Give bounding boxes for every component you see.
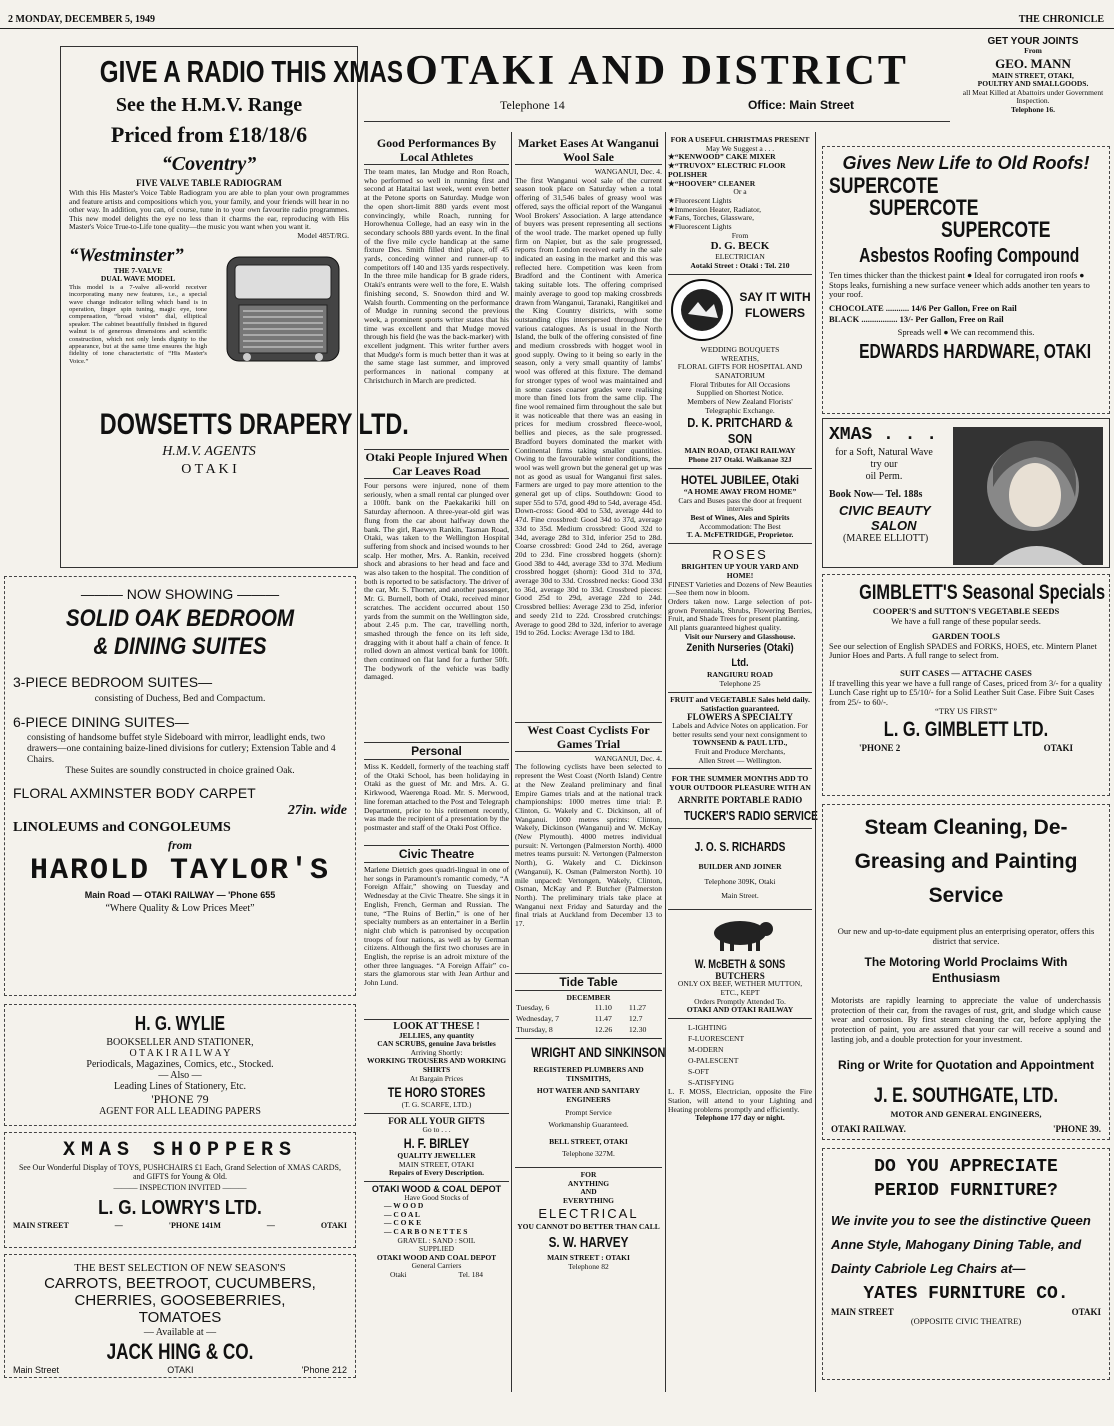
beck-l3: ★“KENWOOD” CAKE MIXER: [668, 152, 776, 162]
look-l5: At Bargain Prices: [409, 1073, 464, 1083]
roof-spreads: Spreads well ● We can recommend this.: [897, 326, 1035, 337]
townsend-l3: Labels and Advice Notes on application. For better results send your next consignment to: [672, 720, 808, 739]
townsend-l1: FRUIT and VEGETABLE Sales held daily. Satisfaction guaranteed.: [670, 694, 810, 713]
yates-opposite: (OPPOSITE CIVIC THEATRE): [910, 1316, 1022, 1326]
hotel-l4: Best of Wines, Ales and Spirits: [690, 512, 790, 522]
column-divider-2: [665, 132, 666, 1392]
harvey-street: MAIN STREET : OTAKI: [547, 1252, 630, 1262]
roses-l5: All plants guaranteed highest quality.: [668, 623, 782, 633]
mcbeth-l4: Orders Promptly Attended To.: [694, 996, 786, 1006]
tucker-l1: FOR THE SUMMER MONTHS ADD TO YOUR OUTDOOR PLEASURE WITH AN: [669, 774, 811, 793]
westminster-body: This model is a 7-valve all-world receiver incorporating many new features, i.e., a special wave change indicator telling which band is in operation, finger spin tuning, magic eye, tone compensation, “broad vision” dial, elliptical speaker. The cabinet beautifully finished in figured walnut is of generous dimensions and scientific construction, which not only lends dignity to the appearance, but at the same time ensures the high fidelity of tone characteristic of “His Master's Voice.”: [69, 283, 207, 365]
ws-l4: Workmanship Guaranteed.: [548, 1120, 629, 1130]
masthead-title: OTAKI AND DISTRICT: [405, 48, 909, 94]
coventry-model: Model 485T/RG.: [297, 230, 349, 240]
masthead-office: Office: Main Street: [747, 98, 854, 112]
roof-body: Ten times thicker than the thickest paint ● Ideal for corrugated iron roofs ● Stops leaks, furnishing a new surface veneer which adds another ten years to your roof.: [829, 270, 1090, 300]
yates-body: We invite you to see the distinctive Queen Anne Style, Mahogany Dining Table, and Dainty Cabriole Leg Chairs at—: [831, 1213, 1091, 1276]
hotel-motto: “A HOME AWAY FROM HOME”: [683, 486, 797, 496]
harvey-l2: ANYTHING: [567, 1178, 610, 1188]
civic-body: Marlene Dietrich goes quadri-lingual in one of her songs in Paramount's romantic comedy, “A Foreign Affair,” showing on Tuesday and Wednesday at the Civic Theatre. She sings it in English, French, German and Russian. The tune, “The Ruins of Berlin,” is one of her specialty numbers as an entertainer in a Berlin night club which is patronised by occupation troops of four nations, as well as by German citizens. Although the first two choruses are in English, the reprise is an adroit mixture of the other three languages. “A Foreign Affair” co-stars the glamorous star with Jean Arthur and John Lund.: [364, 865, 509, 988]
gimblett-name: L. G. GIMBLETT LTD.: [883, 717, 1049, 741]
harvey-l4: EVERYTHING: [563, 1195, 614, 1205]
horo-sub: (T. G. SCARFE, LTD.): [401, 1100, 472, 1110]
hing-phone: 'Phone 212: [301, 1365, 347, 1375]
taylor-address: Main Road — OTAKI RAILWAY — 'Phone 655: [84, 890, 276, 900]
lowry-name: L. G. LOWRY'S LTD.: [98, 1197, 262, 1219]
athletes-body: The team mates, Ian Mudge and Ron Roach, who performed so well in running first and second at Hataitai last week, went even better at the Petone sports on Saturday. Mudge won the open short-limit 880 yards event most convincingly, while Roach, running for Horowhenua College, had an easy win in the secondary schools 880 yards event. In the final of the five mile cycle handicap at the same fixture Des. Smith filled third place, off 45 yards, conceding winner and runner-up to competitors off 140 and 135 yards respectively. In the three mile handicap for B grade riders, Otaki's entrants were well to the fore, E. Walsh finishing second, S. Snowdon third and W. Walsh fourth. Commenting on the performance of Mudge in running second the previous week, a prominent sports writer states that his time was excellent and that Mudge moved through his field (he was the back-marker) with excellent judgment. This writer further avers that Mudge's form is much better than it was at the same stage last summer, and improved performances in national company at Christchurch in March are predicted.: [364, 167, 509, 385]
oak-ad: ——— NOW SHOWING ——— SOLID OAK BEDROOM & DINING SUITES 3-PIECE BEDROOM SUITES— consisting of Duchess, Bed and Compactum. 6-PIECE DINING SUITES— consisting of handsome buffet style Sideboard with mirror, leadlight ends, two drawers—one containing baize-lined divisions for cutlery; Extension Table and 4 Chairs. These Suites are soundly constructed in choice grained Oak. FLORAL AXMINSTER BODY CARPET 27in. wide LINOLEUMS and CONGOLEUMS from HAROLD TAYLOR'S Main Road — OTAKI RAILWAY — 'Phone 655 “Where Quality & Low Prices Meet”: [4, 576, 356, 996]
salon-perm: oil Perm.: [865, 471, 903, 482]
florist-say: SAY IT WITH: [739, 289, 811, 304]
gimblett-tools-body: See our selection of English SPADES and FORKS, HOES, etc. Mintern Planet Junior Hoes and Parts. A full range to select from.: [829, 640, 1097, 661]
hing-town: OTAKI: [167, 1365, 194, 1375]
dining-body: consisting of handsome buffet style Sideboard with mirror, leadlight ends, two drawers—one containing baize-lined divisions for cutlery; Extension Table and 4 Chairs.: [27, 733, 336, 765]
hing-l2: CARROTS, BEETROOT, CUCUMBERS,: [44, 1275, 316, 1292]
wylie-l1: BOOKSELLER AND STATIONER,: [106, 1037, 254, 1048]
mann-ad: [954, 34, 1112, 138]
oak-headline2: & DINING SUITES: [93, 633, 267, 660]
carpet-width: 27in. wide: [287, 803, 347, 818]
now-showing: NOW SHOWING: [126, 586, 234, 602]
roses-l2: BRIGHTEN UP YOUR YARD AND HOME!: [681, 562, 799, 580]
wool-headline: Market Eases At Wanganui Wool Sale: [515, 136, 662, 165]
roses-l4: Orders taken now. Large selection of pot-grown Perennials, Shrubs, Flowering Berries, Fruit, and Shade Trees for present planting.: [668, 596, 812, 624]
hing-l1: THE BEST SELECTION OF NEW SEASON'S: [74, 1262, 286, 1274]
roses-l3: FINEST Varieties and Dozens of New Beauties—See them now in bloom.: [668, 579, 812, 598]
ws-l5: BELL STREET, OTAKI: [549, 1136, 628, 1146]
supercote-2: SUPERCOTE: [869, 195, 979, 220]
salon-xmas: XMAS . . .: [829, 425, 938, 445]
wylie-agent: AGENT FOR ALL LEADING PAPERS: [99, 1106, 261, 1117]
look-l4: WORKING TROUSERS AND WORKING SHIRTS: [366, 1056, 507, 1075]
ws-l2: HOT WATER AND SANITARY ENGINEERS: [536, 1086, 641, 1104]
ws-l3: Prompt Service: [565, 1107, 612, 1117]
wylie-l2: O T A K I R A I L W A Y: [129, 1048, 231, 1059]
wool-body: The first Wanganui wool sale of the current season took place on Saturday when a total offering of 31,546 bales of greasy wool was offered, says the official report of the Wanganui Wool Brokers' Association. A large attendance of buyers was present representing all sections of the wool trade. The market opened up fully firm on Napier, but as the sale progressed, reports from London received early in the sale indicated an easing in the market and this was reflected here. Competition was keen from Bradford and the Continent with America taking suitable lots. The offering comprised mainly average to good top making crossbreds drawn from Wanganui, Taranaki, Rangitikei and the King Country districts, with some outstanding clips interspersed throughout the various catalogues. As is usual in the North Island, the bulk of the offering consisted of fine and medium crossbreds with hogget wool in good supply. Owing to it being so early in the season, only a very small quantity of lambs' wool was offered at this fixture. The demand for stronger types of wool was maintained and in some cases coarser grades were realising more than fined lots from the same clip. The fine wool remained firm throughout the sale but it was noticeable that there was an easing in prices for medium crossbred fleece-wool, bellies and pieces, as the sale progressed. Bradford buyers dominated the market with Continental firms taking smaller quantities. Owing to the favourable winter conditions, the wool was well grown but the general get up was not as good as usual for Wanganui first sales. Farmers are urged to pay more attention to the general get up of clips. Southdown: Good to super 55d to 57d, good 49d to 54d, average 45d. Down-cross: Good 40d to 53d, average 44d to 47d. Fine crossbred: Good 34d to 37d, average 33d to 35d. Medium crossbred: Good 32d to 34d, average 28d to 31d, inferior 25d to 28d. Coarse crossbred: Good 24d to 26d, average 20d to 23d. Fine crossbred hoggets (shorn): Good 38d to 44d, average 33d to 37d. Medium crossbred hogget (shorn): Good 31d to 37d, average 30d to 33d. Crossbred necks: Good 33d to 36d, average 30d to 33d. Crossbred pieces: Good 25d to 29d, average 22d to 24d. Crossbred bellies: Average 23d to 25d, inferior and seedy 21d to 22d. Crossbred crutchings: Average to good 28d to 32d, inferior to average 19d to 26d. Locks: Average 13d to 18d.: [515, 175, 662, 638]
gimblett-seeds-body: We have a full range of these popular seeds.: [891, 615, 1041, 626]
injured-body: Four persons were injured, none of them seriously, when a small rental car plunged over a 100ft. bank on the Paekakariki hill on Saturday afternoon. A three-year-old girl was flung from the car about halfway down the bank. The girl, Raewyn Rankin, Tasman Road, Otaki, was taken to the Wellington Hospital suffering from shock and incised wounds to her scalp. Her mother, Mrs. A. Rankin, received shock and abrasions to her head and face and was also taken to the hospital. The condition of both is reported to be satisfactory. The driver of the car, Mr. S. Thorner, and another passenger, Mr. G. Burnell, both of Otaki, received minor scratches. The accident occurred about 150 yards from the summit on the Wellington side, about 2.45 p.m. The car, travelling north, smashed through the fence on its left side, dragging with it about half a chain of fence. It rolled down an almost vertical bank for 100ft. then continued on flat land for a further 50ft. The bodywork of the vehicle was badly damaged.: [364, 481, 509, 682]
yates-h2: PERIOD FURNITURE?: [874, 1181, 1058, 1201]
beck-l9: ★Fans, Torches, Glassware,: [668, 213, 755, 223]
steam-intro: Our new and up-to-date equipment plus an enterprising operator, offers this district that service.: [837, 926, 1095, 946]
yates-town: OTAKI: [1071, 1307, 1101, 1317]
oak-from: from: [168, 838, 192, 852]
roof-tagline: Gives New Life to Old Roofs!: [842, 153, 1090, 173]
wylie-l3: Periodicals, Magazines, Comics, etc., Stocked.: [86, 1059, 274, 1070]
gimblett-seeds: COOPER'S and SUTTON'S VEGETABLE SEEDS: [872, 606, 1060, 616]
southgate-name: J. E. SOUTHGATE, LTD.: [873, 1084, 1059, 1108]
depot-coke: — C O K E: [384, 1218, 422, 1228]
ads-column-3: [668, 135, 818, 1404]
cyclists-body: The following cyclists have been selected to represent the West Coast (North Island) Centre at the New Zealand preliminary and final Empire Games trials and at the national track championships: 1000 metres time trial: P. Clinton, G. Wakely and C. Dickinson, all of Wanganui. 1000 metres sprints: Clinton, Wakely, Dickinson (Wanganui) and W. McKay (New Plymouth). 4000 metres individual pursuit: N. Vertongen (Palmerston North). 4000 metres teams pursuit: N. Vertongen (Palmerston North), G. Wakely and C. Dickinson (Wanganui), K. Osman (Palmerston North). 10 mile unpaced: Vertongen, Wakely, Clinton, Osman, McKay and P. Butcher (Palmerston North). The preliminary trials take place at Wanganui next Friday and Saturday and the final trials at Auckland from December 13 to 17.: [515, 762, 662, 929]
harvey-call: YOU CANNOT DO BETTER THAN CALL: [517, 1222, 660, 1232]
inspection-invited: INSPECTION INVITED: [139, 1183, 221, 1192]
hmv-agents: H.M.V. AGENTS: [162, 443, 256, 459]
beck-l7: ★Fluorescent Lights: [668, 195, 732, 205]
yates-h1: DO YOU APPRECIATE: [874, 1157, 1058, 1177]
salon-owner: (MAREE ELLIOTT): [843, 533, 929, 544]
mann-poultry: POULTRY AND SMALLGOODS.: [977, 79, 1089, 89]
lowry-ad: XMAS SHOPPERS See Our Wonderful Display of TOYS, PUSHCHAIRS £1 Each, Grand Selection of XMAS CARDS, and GIFTS for Young & Old. ——— INSPECTION INVITED ——— L. G. LOWRY'S LTD. MAIN STREET — 'PHONE 141M — OTAKI: [4, 1132, 356, 1248]
hing-l5: — Available at —: [143, 1327, 217, 1338]
depot-supplied: SUPPLIED: [418, 1244, 454, 1254]
moss-phone: Telephone 177 day or night.: [695, 1113, 785, 1123]
wylie-l4: — Also —: [158, 1070, 202, 1081]
depot-coal: — C O A L: [384, 1209, 420, 1219]
harvey-l1: FOR: [580, 1169, 597, 1179]
roof-chocolate: CHOCOLATE ........... 14/6 Per Gallon, Free on Rail: [829, 302, 1017, 313]
goto-line: Go to . . .: [422, 1124, 451, 1134]
pritchard-name: D. K. PRITCHARD & SON: [687, 415, 793, 447]
gimblett-town: OTAKI: [1043, 742, 1073, 753]
supercote-3: SUPERCOTE: [941, 217, 1051, 242]
lowry-body: See Our Wonderful Display of TOYS, PUSHCHAIRS £1 Each, Grand Selection of XMAS CARDS, and GIFTS for Young & Old.: [18, 1163, 341, 1181]
beck-l4: ★“TRUVOX” ELECTRIC FLOOR POLISHER: [668, 161, 786, 179]
bedroom-body: consisting of Duchess, Bed and Compactum.: [94, 694, 266, 704]
harvey-l3: AND: [580, 1187, 597, 1197]
beck-l1: FOR A USEFUL CHRISTMAS PRESENT: [670, 135, 810, 144]
moss-l2: F-LUORESCENT: [688, 1034, 745, 1044]
mann-phone: Telephone 16.: [1011, 104, 1055, 114]
ws-name: WRIGHT AND SINKINSON: [531, 1044, 666, 1061]
lowry-town: OTAKI: [320, 1221, 347, 1230]
florist-l7: Supplied on Shortest Notice.: [696, 388, 784, 398]
wylie-phone: 'PHONE 79: [151, 1092, 209, 1106]
mann-l2: From: [1024, 46, 1042, 55]
dowsetts-town: O T A K I: [181, 461, 237, 477]
beck-l8: ★Immersion Heater, Radiator,: [668, 204, 762, 214]
gimblett-phone: 'PHONE 2: [859, 742, 901, 753]
tide-row: Thursday, 8 12.26 12.30: [516, 1024, 647, 1034]
look-l3: Arriving Shortly:: [410, 1047, 463, 1057]
mann-name: GEO. MANN: [995, 55, 1071, 71]
tucker-name: TUCKER'S RADIO SERVICE: [683, 807, 818, 823]
masthead: [364, 46, 950, 122]
tide-headline: Tide Table: [515, 973, 662, 991]
radio-headline: GIVE A RADIO THIS XMAS: [99, 54, 403, 89]
florist-badge-icon: [670, 278, 734, 342]
taylor-motto: “Where Quality & Low Prices Meet”: [105, 903, 255, 914]
richards-street: Main Street.: [721, 891, 759, 901]
hing-l4: TOMATOES: [138, 1309, 222, 1326]
birley-repairs: Repairs of Every Description.: [389, 1168, 484, 1178]
dowsetts-name: DOWSETTS DRAPERY LTD.: [99, 407, 409, 441]
mann-street: MAIN STREET, OTAKI,: [992, 70, 1074, 80]
mcbeth-l5: OTAKI AND OTAKI RAILWAY: [686, 1005, 794, 1015]
birley-jeweller: QUALITY JEWELLER: [397, 1151, 476, 1161]
steam-body: Motorists are rapidly learning to appreciate the value of underchassis protection of their car, from the ravages of rust, grit, and sludge which cause wear and corrosion. By first steam cleaning the car, before applying the protection of paint, you are assured that your car will receive a sound and lasting job, and a double protection for your investment.: [831, 995, 1101, 1044]
beck-electrician: ELECTRICIAN: [715, 252, 765, 262]
depot-name: OTAKI WOOD & COAL DEPOT: [371, 1183, 502, 1194]
tide-row: Tuesday, 6 11.10 11.27: [516, 1003, 647, 1013]
coventry-sub: FIVE VALVE TABLE RADIOGRAM: [136, 178, 282, 188]
moss-l6: S-ATISFYING: [688, 1078, 734, 1088]
oak-headline1: SOLID OAK BEDROOM: [65, 605, 295, 632]
horo-name: TE HORO STORES: [387, 1084, 486, 1101]
bedroom-suites: 3-PIECE BEDROOM SUITES—: [13, 674, 213, 690]
news-column-1: [364, 136, 509, 1404]
richards-name: J. O. S. RICHARDS: [694, 838, 786, 854]
coventry-body: With this His Master's Voice Table Radiogram you are able to plan your own programmes and feature artists and compositions which you, your family, and your friends will hear in no other way. In addition, you can, of course, tune in to your own favourite radio programmes. This new model delights the eye no less than it charms the ear, reproducing with His Master's Voice True-to-Life tone quality—the music you want when you want it.: [69, 188, 349, 232]
radio-range: See the H.M.V. Range: [115, 94, 303, 116]
hing-ad: [4, 1254, 356, 1378]
depot-wood: — W O O D: [384, 1201, 424, 1211]
carpet: FLORAL AXMINSTER BODY CARPET: [13, 785, 256, 801]
birley-name: H. F. BIRLEY: [403, 1135, 470, 1152]
civic-headline: Civic Theatre: [364, 845, 509, 863]
richards-phone: Telephone 309K, Otaki: [704, 876, 776, 886]
townsend-l5: Fruit and Produce Merchants,: [694, 747, 786, 757]
westminster-sub2: DUAL WAVE MODEL: [100, 274, 176, 284]
tucker-l2: ARNRITE PORTABLE RADIO: [677, 794, 803, 805]
page-header: [0, 0, 1114, 30]
richards-trade: BUILDER AND JOINER: [698, 861, 782, 871]
roses-title: ROSES: [712, 547, 768, 563]
salon-ad: [822, 418, 1110, 568]
depot-tel: Tel. 184: [458, 1269, 484, 1279]
salon-name2: SALON: [871, 518, 917, 533]
paper-name: THE CHRONICLE: [1018, 14, 1104, 25]
yates-name: YATES FURNITURE CO.: [863, 1284, 1069, 1304]
birley-street: MAIN STREET, OTAKI: [398, 1159, 475, 1169]
tide-row: Wednesday, 7 11.47 12.7: [516, 1013, 643, 1023]
cyclists-headline: West Coast Cyclists For Games Trial: [515, 722, 662, 752]
salon-name1: CIVIC BEAUTY: [839, 503, 931, 518]
radio-ad: [60, 46, 409, 568]
hotel-l3: Cars and Buses pass the door at frequent intervals: [678, 495, 802, 514]
gimblett-ad: [822, 574, 1110, 796]
cyclists-dateline: WANGANUI, Dec. 4.: [594, 753, 662, 763]
masthead-phone: Telephone 14: [500, 98, 565, 112]
news-column-2: [515, 136, 666, 1404]
moss-body: L. F. MOSS, Electrician, opposite the Fire Station, will attend to your Lighting and Heating problems promptly and efficiently.: [668, 1087, 812, 1114]
look-l1: JELLIES, any quantity: [398, 1030, 475, 1040]
steam-ring: Ring or Write for Quotation and Appointment: [838, 1058, 1094, 1073]
florist-l9: Telegraphic Exchange.: [705, 405, 775, 415]
salon-book: Book Now— Tel. 188s: [829, 489, 923, 500]
dining-suites: 6-PIECE DINING SUITES—: [13, 714, 189, 730]
lowry-street: MAIN STREET: [13, 1221, 69, 1230]
florist-l5: FLORAL GIFTS FOR HOSPITAL AND SANATORIUM: [677, 362, 803, 380]
steam-proclaims: The Motoring World Proclaims With Enthusiasm: [864, 955, 1068, 986]
steam-headline: Steam Cleaning, De-Greasing and Painting Service: [854, 816, 1078, 907]
athletes-headline: Good Performances By Local Athletes: [364, 136, 509, 165]
beck-l6: Or a: [733, 187, 747, 197]
gimblett-cases-body: If travelling this year we have a full range of Cases, priced from 3/- for a quality Lunch Case right up to £5/10/- for a Solid Leather Suit Case. Fibre Suit Cases from 25/- to 60/-.: [829, 677, 1103, 707]
tide-month: DECEMBER: [566, 993, 611, 1003]
gimblett-try: “TRY US FIRST”: [934, 706, 998, 717]
mcbeth-l3: ONLY OX BEEF, WETHER MUTTON, ETC., KEPT: [677, 979, 803, 998]
page-date: 2 MONDAY, DECEMBER 5, 1949: [8, 14, 156, 25]
harvey-electrical: ELECTRICAL: [538, 1206, 639, 1222]
mann-meat: all Meat Killed at Abattoirs under Government Inspection.: [962, 87, 1104, 106]
gifts-line: FOR ALL YOUR GIFTS: [388, 1115, 485, 1126]
linoleums: LINOLEUMS and CONGOLEUMS: [13, 820, 231, 835]
depot-carbonettes: — C A R B O N E T T E S: [384, 1227, 468, 1237]
hing-name: JACK HING & CO.: [106, 1339, 254, 1364]
injured-headline: Otaki People Injured When Car Leaves Road: [365, 450, 508, 478]
personal-headline: Personal: [364, 742, 509, 760]
southgate-ad: [822, 804, 1110, 1140]
townsend-l6: Allen Street — Wellington.: [698, 755, 782, 765]
depot-carriers: General Carriers: [411, 1261, 462, 1271]
bull-icon: [700, 913, 780, 953]
column-divider-1: [511, 132, 512, 1392]
westminster-sub1: THE 7-VALVE: [113, 265, 163, 275]
pritchard-road: MAIN ROAD, OTAKI RAILWAY: [684, 446, 796, 456]
depot-gravel: GRAVEL : SAND : SOIL: [397, 1235, 476, 1245]
yates-street: MAIN STREET: [831, 1307, 894, 1317]
beck-name: D. G. BECK: [710, 240, 770, 253]
ws-l1: REGISTERED PLUMBERS AND TINSMITHS,: [533, 1065, 644, 1083]
radio-price: Priced from £18/18/6: [110, 122, 308, 147]
wylie-name: H. G. WYLIE: [134, 1013, 226, 1035]
zenith-phone: Telephone 25: [719, 679, 761, 689]
depot-name2: OTAKI WOOD AND COAL DEPOT: [376, 1252, 497, 1262]
zenith-road: RANGIURU ROAD: [706, 670, 774, 680]
florist-l6: Floral Tributes for All Occasions: [690, 379, 790, 389]
salon-wave: for a Soft, Natural Wave try our: [835, 447, 933, 470]
harvey-phone: Telephone 82: [568, 1261, 609, 1271]
supercote-1: SUPERCOTE: [829, 173, 939, 198]
beck-l5: ★“HOOVER” CLEANER: [668, 178, 756, 188]
hing-street: Main Street: [13, 1365, 60, 1375]
southgate-phone: 'PHONE 39.: [1052, 1123, 1101, 1134]
roof-black: BLACK ................. 13/- Per Gallon, Free on Rail: [829, 314, 1004, 325]
xmas-shoppers: XMAS SHOPPERS: [62, 1139, 298, 1162]
harvey-name: S. W. HARVEY: [548, 1233, 629, 1251]
wylie-l5: Leading Lines of Stationery, Etc.: [113, 1081, 247, 1092]
yates-ad: [822, 1148, 1110, 1380]
beck-l11: From: [731, 230, 749, 240]
personal-body: Miss K. Keddell, formerly of the teaching staff of the Otaki School, has been holidaying in Otaki as the guest of Mr. and Mrs. A. G. Kirkwood, Waerenga Road. Mr. S. Merwood, line foreman attached to the Post and Telegraph Department, prior to his retirement recently, was made the recipient of a presentation by the postmaster and staff of the Otaki Post Office.: [364, 762, 509, 832]
ws-l6: Telephone 327M.: [562, 1149, 615, 1159]
moss-l3: M-ODERN: [688, 1045, 724, 1055]
wool-dateline: WANGANUI, Dec. 4.: [594, 167, 662, 176]
westminster-title: “Westminster”: [69, 244, 184, 266]
moss-l5: S-OFT: [688, 1067, 710, 1077]
tide-table: [515, 1003, 662, 1035]
depot-stocks: Have Good Stocks of: [404, 1192, 469, 1202]
radio-image: [219, 253, 347, 373]
townsend-name: TOWNSEND & PAUL LTD.,: [692, 738, 788, 748]
look-l2: CAN SCRUBS, genuine Java bristles: [377, 1039, 496, 1049]
depot-town: Otaki: [389, 1269, 407, 1279]
gimblett-tools: GARDEN TOOLS: [932, 631, 1000, 642]
gimblett-cases: SUIT CASES — ATTACHE CASES: [900, 667, 1032, 678]
florist-l8: Members of New Zealand Florists': [687, 397, 793, 407]
pritchard-phone: Phone 217 Otaki. Waikanae 32J: [688, 455, 792, 465]
roof-compound: Asbestos Roofing Compound: [859, 245, 1080, 267]
mcbeth-butchers: BUTCHERS: [715, 970, 765, 981]
harold-taylor: HAROLD TAYLOR'S: [29, 854, 331, 888]
zenith-name: Zenith Nurseries (Otaki) Ltd.: [686, 642, 794, 670]
look-at-these: LOOK AT THESE !: [393, 1021, 480, 1032]
header-rule: [0, 28, 1114, 29]
beck-l10: ★Fluorescent Lights: [668, 222, 732, 232]
coventry-title: “Coventry”: [161, 153, 257, 175]
supercote-ad: [822, 146, 1110, 414]
florist-l4: WREATHS,: [721, 353, 759, 363]
column-divider-3: [815, 132, 816, 1392]
beck-l2: May We Suggest a . . .: [705, 143, 775, 153]
hotel-name: HOTEL JUBILEE, Otaki: [680, 472, 800, 487]
wylie-ad: [4, 1004, 356, 1126]
florist-flowers: FLOWERS: [745, 305, 805, 320]
moss-l1: L-IGHTING: [688, 1023, 727, 1033]
mann-l1: GET YOUR JOINTS: [987, 36, 1079, 47]
southgate-trade: MOTOR AND GENERAL ENGINEERS,: [890, 1109, 1042, 1120]
hotel-proprietor: T. A. McFETRIDGE, Proprietor.: [686, 530, 794, 540]
townsend-l2: FLOWERS A SPECIALTY: [687, 712, 793, 723]
roses-l6: Visit our Nursery and Glasshouse.: [684, 631, 796, 641]
beck-address: Aotaki Street : Otaki : Tel. 210: [690, 261, 790, 271]
lady-portrait: [953, 427, 1103, 565]
edwards-name: EDWARDS HARDWARE, OTAKI: [859, 340, 1092, 363]
florist-l3: WEDDING BOUQUETS: [700, 344, 780, 354]
moss-l4: O-PALESCENT: [688, 1056, 739, 1066]
gimblett-headline: GIMBLETT'S Seasonal Specials: [859, 581, 1106, 604]
lowry-phone: 'PHONE 141M: [168, 1221, 221, 1230]
hotel-l5: Accommodation: The Best: [699, 521, 781, 531]
dining-body2: These Suites are soundly constructed in choice grained Oak.: [65, 766, 295, 776]
southgate-town: OTAKI RAILWAY.: [831, 1123, 906, 1134]
hing-l3: CHERRIES, GOOSEBERRIES,: [74, 1292, 286, 1309]
mcbeth-name: W. McBETH & SONS: [694, 956, 786, 971]
